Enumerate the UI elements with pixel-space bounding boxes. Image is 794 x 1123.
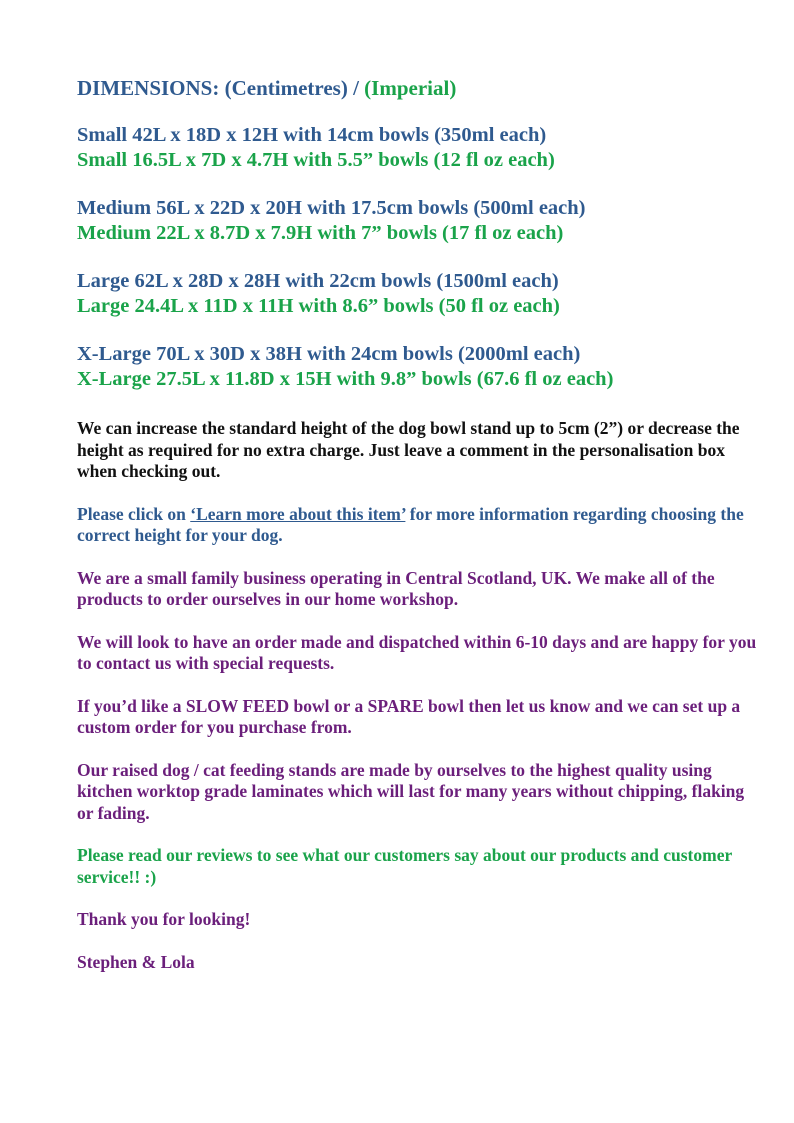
dimensions-heading-imperial: (Imperial) (364, 76, 457, 100)
size-small (77, 123, 757, 172)
reviews-paragraph: Please read our reviews to see what our customers say about our products and customer service!! :) (77, 845, 732, 887)
custom-order-paragraph: If you’d like a SLOW FEED bowl or a SPARE bowl then let us know and we can set up a custom order for you purchase from. (77, 695, 741, 737)
size-imperial: X-Large 27.5L x 11.8D x 15H with 9.8” bowls (67.6 fl oz each) (77, 367, 614, 390)
thanks-paragraph: Thank you for looking! (77, 909, 251, 929)
business-paragraph: We are a small family business operating in Central Scotland, UK. We make all of the products to order ourselves in our home workshop. (77, 567, 715, 609)
learn-more-link[interactable]: ‘Learn more about this item’ (190, 503, 406, 524)
height-note: We can increase the standard height of the dog bowl stand up to 5cm (2”) or decrease the height as required for no extra charge. Just leave a comment in the personalisation box when checking out. (77, 418, 740, 481)
dimensions-heading (77, 74, 757, 103)
learn-more-before: Please click on (77, 503, 191, 524)
size-imperial: Medium 22L x 8.7D x 7.9H with 7” bowls (17 fl oz each) (77, 221, 564, 244)
size-metric: X-Large 70L x 30D x 38H with 24cm bowls (2000ml each) (77, 343, 581, 365)
dimensions-heading-metric: DIMENSIONS: (Centimetres) / (77, 76, 365, 100)
signoff: Stephen & Lola (77, 951, 195, 972)
size-imperial: Large 24.4L x 11D x 11H with 8.6” bowls (50 fl oz each) (77, 294, 560, 317)
size-x-large (77, 342, 757, 391)
learn-more-after: for more information regarding choosing the correct height for your dog. (77, 503, 744, 545)
size-large (77, 269, 757, 318)
dispatch-paragraph: We will look to have an order made and dispatched within 6-10 days and are happy for you to contact us with special requests. (77, 631, 757, 673)
size-medium (77, 196, 757, 245)
size-metric: Medium 56L x 22D x 20H with 17.5cm bowls (500ml each) (77, 197, 586, 219)
learn-more-paragraph (77, 504, 757, 547)
size-metric: Small 42L x 18D x 12H with 14cm bowls (350ml each) (77, 124, 547, 146)
size-imperial: Small 16.5L x 7D x 4.7H with 5.5” bowls (12 fl oz each) (77, 148, 555, 171)
quality-paragraph: Our raised dog / cat feeding stands are made by ourselves to the highest quality using kitchen worktop grade laminates which will last for many years without chipping, flaking or fading. (77, 759, 745, 823)
size-metric: Large 62L x 28D x 28H with 22cm bowls (1500ml each) (77, 270, 559, 292)
product-description (77, 74, 757, 994)
